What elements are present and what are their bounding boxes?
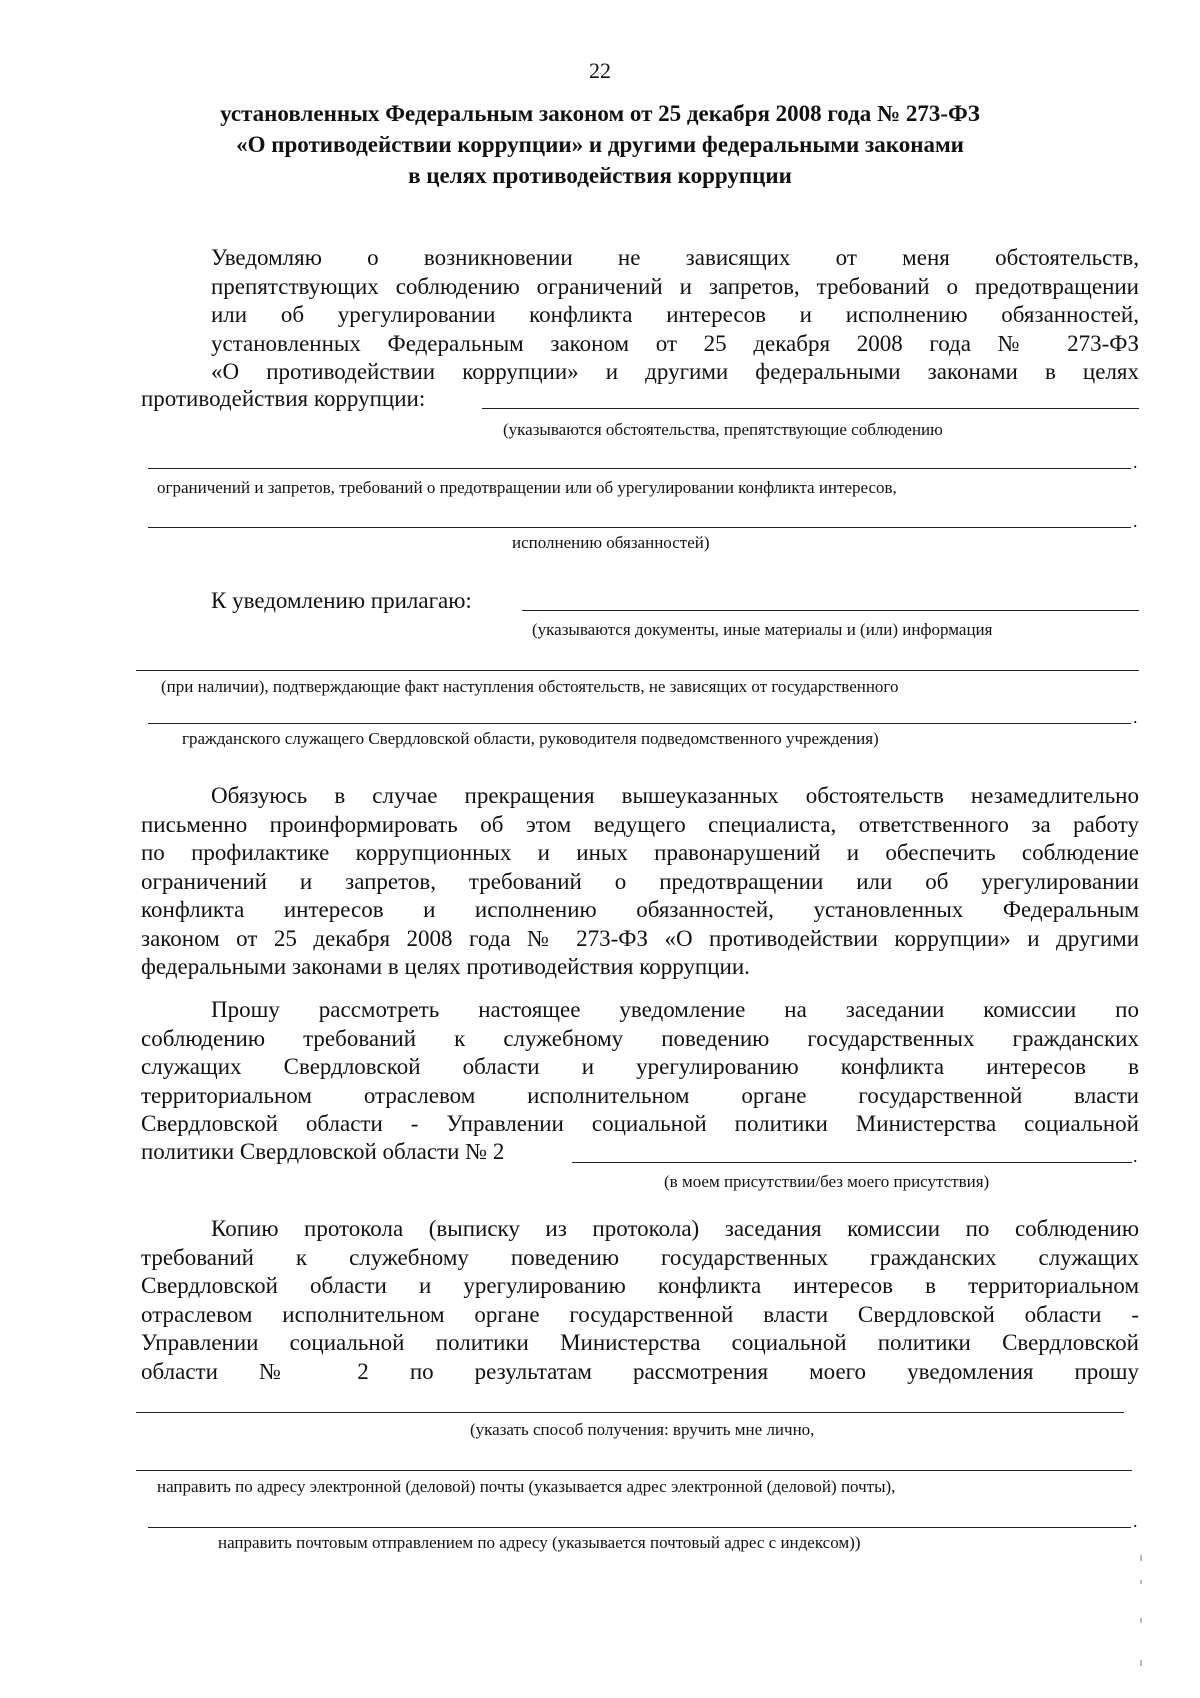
delivery-hint-3: направить почтовым отправлением по адресу (указывается почтовый адрес с индексом))	[218, 1533, 861, 1552]
request-line: служащих Свердловской области и урегулированию конфликта интересов в	[141, 1054, 1139, 1079]
line-end-period: .	[1133, 707, 1138, 727]
heading-line: «О противодействии коррупции» и другими федеральными законами	[236, 132, 964, 157]
notify-line: или об урегулировании конфликта интересов и исполнению обязанностей,	[211, 302, 1139, 327]
commit-line: законом от 25 декабря 2008 года № 273-ФЗ «О противодействии коррупции» и другими	[141, 925, 1139, 951]
copy-line: Свердловской области и урегулированию конфликта интересов в территориальном	[141, 1273, 1139, 1298]
scan-artifact	[1140, 1660, 1142, 1666]
delivery-hint-2: направить по адресу электронной (деловой) почты (указывается адрес электронной (деловой) почты),	[157, 1477, 896, 1496]
request-last-line-label: политики Свердловской области № 2	[141, 1139, 505, 1164]
copy-line: отраслевом исполнительном органе государственной власти Свердловской области -	[141, 1301, 1139, 1327]
attachments-hint-2: (при наличии), подтверждающие факт наступления обстоятельств, не зависящих от государственного	[161, 677, 899, 696]
scan-artifact	[1140, 1555, 1142, 1561]
copy-paragraph	[141, 1215, 1139, 1386]
circumstances-field-line-2[interactable]	[148, 468, 1131, 469]
notify-line: установленных Федеральным законом от 25 декабря 2008 года № 273-ФЗ	[211, 330, 1139, 356]
commit-line: федеральными законами в целях противодействия коррупции.	[141, 954, 750, 979]
copy-line: Копию протокола (выписку из протокола) заседания комиссии по соблюдению	[211, 1216, 1139, 1241]
circumstances-hint-1: (указываются обстоятельства, препятствующие соблюдению	[503, 420, 943, 439]
scan-artifact	[1140, 1618, 1142, 1623]
attach-label: К уведомлению прилагаю:	[211, 588, 472, 613]
notify-paragraph	[141, 244, 1139, 387]
commit-line: письменно проинформировать об этом ведущего специалиста, ответственного за работу	[141, 811, 1139, 837]
notify-last-line-label: противодействия коррупции:	[141, 386, 426, 411]
copy-line: области № 2 по результатам рассмотрения моего уведомления прошу	[141, 1358, 1139, 1384]
notify-line: Уведомляю о возникновении не зависящих от меня обстоятельств,	[211, 245, 1139, 270]
document-heading	[150, 98, 1050, 191]
page-number: 22	[589, 58, 611, 83]
copy-line: Управлении социальной политики Министерства социальной политики Свердловской	[141, 1330, 1139, 1355]
delivery-field-line-2[interactable]	[136, 1470, 1132, 1471]
line-end-period: .	[1133, 1146, 1138, 1166]
copy-line: требований к служебному поведению государственных гражданских служащих	[141, 1244, 1139, 1270]
delivery-hint-1: (указать способ получения: вручить мне лично,	[470, 1420, 815, 1439]
delivery-field-line-3[interactable]	[148, 1527, 1131, 1528]
circumstances-hint-3: исполнению обязанностей)	[512, 533, 710, 552]
delivery-field-line-1[interactable]	[136, 1412, 1124, 1413]
attachments-hint-1: (указываются документы, иные материалы и (или) информация	[532, 620, 993, 639]
attachments-field-line-1[interactable]	[522, 610, 1139, 611]
circumstances-hint-2: ограничений и запретов, требований о предотвращении или об урегулировании конфликта интересов,	[157, 478, 897, 497]
request-line: Прошу рассмотреть настоящее уведомление на заседании комиссии по	[211, 997, 1139, 1022]
circumstances-field-line-3[interactable]	[148, 527, 1131, 528]
commit-line: Обязуюсь в случае прекращения вышеуказанных обстоятельств незамедлительно	[211, 783, 1139, 808]
heading-line: установленных Федеральным законом от 25 декабря 2008 года № 273-ФЗ	[220, 101, 980, 126]
line-end-period: .	[1133, 1511, 1138, 1531]
request-line: Свердловской области - Управлении социальной политики Министерства социальной	[141, 1111, 1139, 1136]
request-line: территориальном отраслевом исполнительном органе государственной власти	[141, 1082, 1139, 1108]
heading-line: в целях противодействия коррупции	[408, 163, 792, 188]
commit-line: конфликта интересов и исполнению обязанностей, установленных Федеральным	[141, 897, 1139, 922]
line-end-period: .	[1133, 511, 1138, 531]
presence-hint: (в моем присутствии/без моего присутствия)	[664, 1172, 990, 1191]
scan-artifact	[1140, 1580, 1142, 1584]
commit-line: ограничений и запретов, требований о предотвращении или об урегулировании	[141, 868, 1139, 894]
presence-field-line[interactable]	[572, 1162, 1132, 1163]
request-paragraph	[141, 996, 1139, 1139]
commit-line: по профилактике коррупционных и иных правонарушений и обеспечить соблюдение	[141, 840, 1139, 865]
attachments-field-line-2[interactable]	[136, 670, 1139, 671]
notify-line: препятствующих соблюдению ограничений и запретов, требований о предотвращении	[211, 273, 1139, 299]
line-end-period: .	[1133, 452, 1138, 472]
circumstances-field-line-1[interactable]	[482, 408, 1139, 409]
attachments-field-line-3[interactable]	[148, 723, 1131, 724]
commit-paragraph	[141, 782, 1139, 982]
notify-line: «О противодействии коррупции» и другими федеральными законами в целях	[211, 359, 1139, 384]
attachments-hint-3: гражданского служащего Свердловской области, руководителя подведомственного учреждения)	[182, 729, 879, 748]
request-line: соблюдению требований к служебному поведению государственных гражданских	[141, 1025, 1139, 1051]
